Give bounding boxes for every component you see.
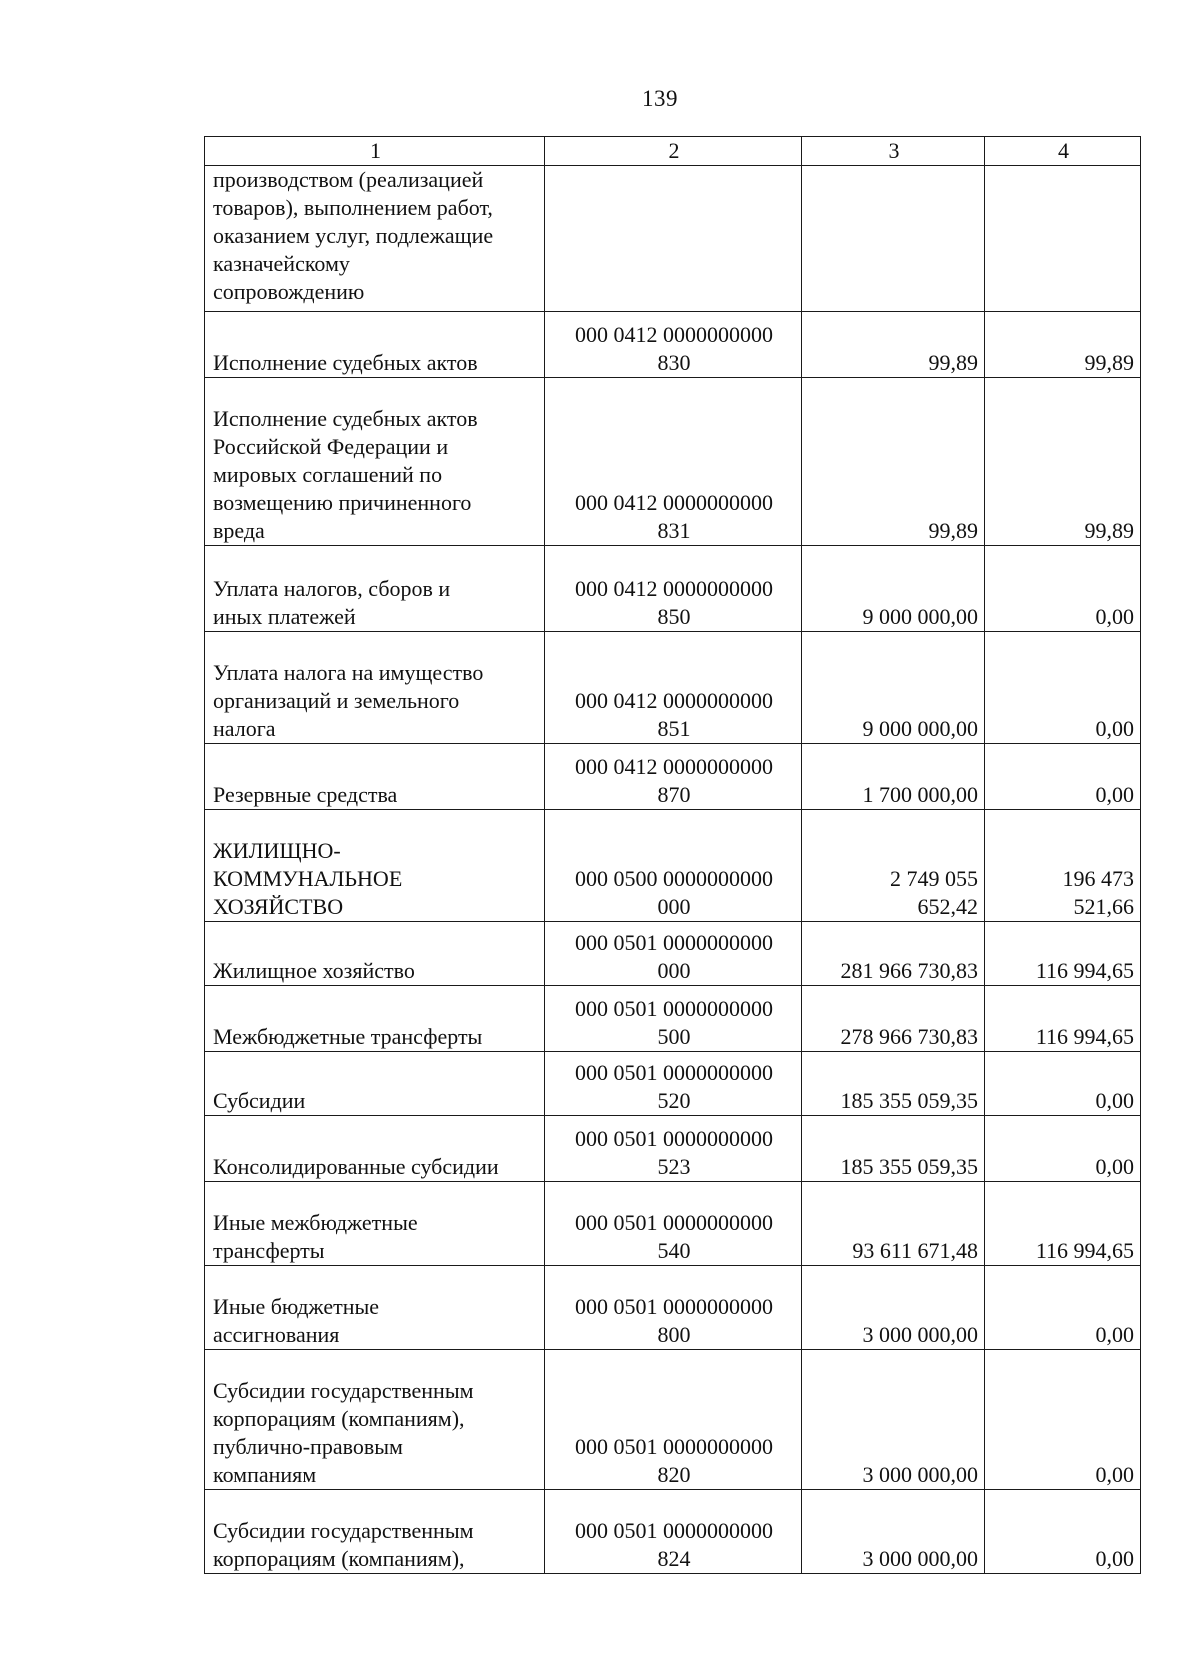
row-amount-plan: 9 000 000,00 (802, 632, 985, 744)
row-description: производством (реализацией товаров), выполнением работ, оказанием услуг, подлежащие казначейскому сопровождению (205, 166, 545, 312)
row-amount-plan: 1 700 000,00 (802, 744, 985, 810)
row-code: 000 0501 0000000000 800 (545, 1266, 802, 1350)
table-row (205, 166, 1141, 312)
row-code: 000 0412 0000000000 851 (545, 632, 802, 744)
budget-table (204, 136, 1141, 1574)
row-amount-plan: 99,89 (802, 378, 985, 546)
row-code: 000 0501 0000000000 540 (545, 1182, 802, 1266)
table-row (205, 922, 1141, 986)
row-description: Межбюджетные трансферты (205, 986, 545, 1052)
row-code: 000 0501 0000000000 000 (545, 922, 802, 986)
table-row (205, 1052, 1141, 1116)
row-code: 000 0412 0000000000 850 (545, 546, 802, 632)
table-row (205, 312, 1141, 378)
row-amount-plan: 278 966 730,83 (802, 986, 985, 1052)
row-amount-plan: 3 000 000,00 (802, 1266, 985, 1350)
row-amount-exec: 196 473 521,66 (985, 810, 1141, 922)
column-header-1: 1 (205, 137, 545, 166)
row-description: ЖИЛИЩНО- КОММУНАЛЬНОЕ ХОЗЯЙСТВО (205, 810, 545, 922)
table-row (205, 1116, 1141, 1182)
row-description: Исполнение судебных актов (205, 312, 545, 378)
row-amount-plan: 3 000 000,00 (802, 1490, 985, 1574)
table-row (205, 378, 1141, 546)
row-amount-plan: 2 749 055 652,42 (802, 810, 985, 922)
row-amount-exec: 0,00 (985, 1052, 1141, 1116)
table-row (205, 632, 1141, 744)
table-header (205, 137, 1141, 166)
row-code: 000 0501 0000000000 820 (545, 1350, 802, 1490)
table-row (205, 1182, 1141, 1266)
table-row (205, 1266, 1141, 1350)
row-amount-exec: 0,00 (985, 546, 1141, 632)
row-amount-plan (802, 166, 985, 312)
row-amount-exec: 0,00 (985, 1266, 1141, 1350)
column-header-2: 2 (545, 137, 802, 166)
row-code: 000 0412 0000000000 831 (545, 378, 802, 546)
row-description: Жилищное хозяйство (205, 922, 545, 986)
table-row (205, 1490, 1141, 1574)
row-amount-exec: 0,00 (985, 1116, 1141, 1182)
row-amount-exec: 0,00 (985, 1490, 1141, 1574)
row-description: Уплата налогов, сборов и иных платежей (205, 546, 545, 632)
row-amount-exec: 116 994,65 (985, 1182, 1141, 1266)
column-header-3: 3 (802, 137, 985, 166)
row-amount-exec: 99,89 (985, 378, 1141, 546)
row-amount-exec: 0,00 (985, 632, 1141, 744)
row-code: 000 0501 0000000000 523 (545, 1116, 802, 1182)
page-number: 139 (642, 86, 678, 111)
row-amount-plan: 9 000 000,00 (802, 546, 985, 632)
row-amount-plan: 3 000 000,00 (802, 1350, 985, 1490)
row-description: Иные межбюджетные трансферты (205, 1182, 545, 1266)
header-row (205, 137, 1141, 166)
row-amount-plan: 99,89 (802, 312, 985, 378)
row-description: Субсидии государственным корпорациям (компаниям), (205, 1490, 545, 1574)
row-code: 000 0501 0000000000 824 (545, 1490, 802, 1574)
row-description: Иные бюджетные ассигнования (205, 1266, 545, 1350)
table-row (205, 744, 1141, 810)
row-amount-exec: 0,00 (985, 1350, 1141, 1490)
row-code (545, 166, 802, 312)
row-code: 000 0501 0000000000 520 (545, 1052, 802, 1116)
row-amount-plan: 185 355 059,35 (802, 1052, 985, 1116)
row-description: Уплата налога на имущество организаций и земельного налога (205, 632, 545, 744)
column-header-4: 4 (985, 137, 1141, 166)
table-row (205, 546, 1141, 632)
row-description: Исполнение судебных актов Российской Федерации и мировых соглашений по возмещению причиненного вреда (205, 378, 545, 546)
table-row (205, 986, 1141, 1052)
row-amount-plan: 185 355 059,35 (802, 1116, 985, 1182)
row-amount-exec (985, 166, 1141, 312)
row-description: Субсидии государственным корпорациям (компаниям), публично-правовым компаниям (205, 1350, 545, 1490)
row-code: 000 0412 0000000000 830 (545, 312, 802, 378)
row-description: Консолидированные субсидии (205, 1116, 545, 1182)
row-description: Резервные средства (205, 744, 545, 810)
row-amount-plan: 281 966 730,83 (802, 922, 985, 986)
row-amount-exec: 116 994,65 (985, 922, 1141, 986)
table-body (205, 166, 1141, 1574)
row-code: 000 0500 0000000000 000 (545, 810, 802, 922)
row-amount-plan: 93 611 671,48 (802, 1182, 985, 1266)
row-amount-exec: 116 994,65 (985, 986, 1141, 1052)
row-code: 000 0412 0000000000 870 (545, 744, 802, 810)
row-amount-exec: 0,00 (985, 744, 1141, 810)
row-code: 000 0501 0000000000 500 (545, 986, 802, 1052)
table-row (205, 1350, 1141, 1490)
table-row (205, 810, 1141, 922)
row-amount-exec: 99,89 (985, 312, 1141, 378)
row-description: Субсидии (205, 1052, 545, 1116)
